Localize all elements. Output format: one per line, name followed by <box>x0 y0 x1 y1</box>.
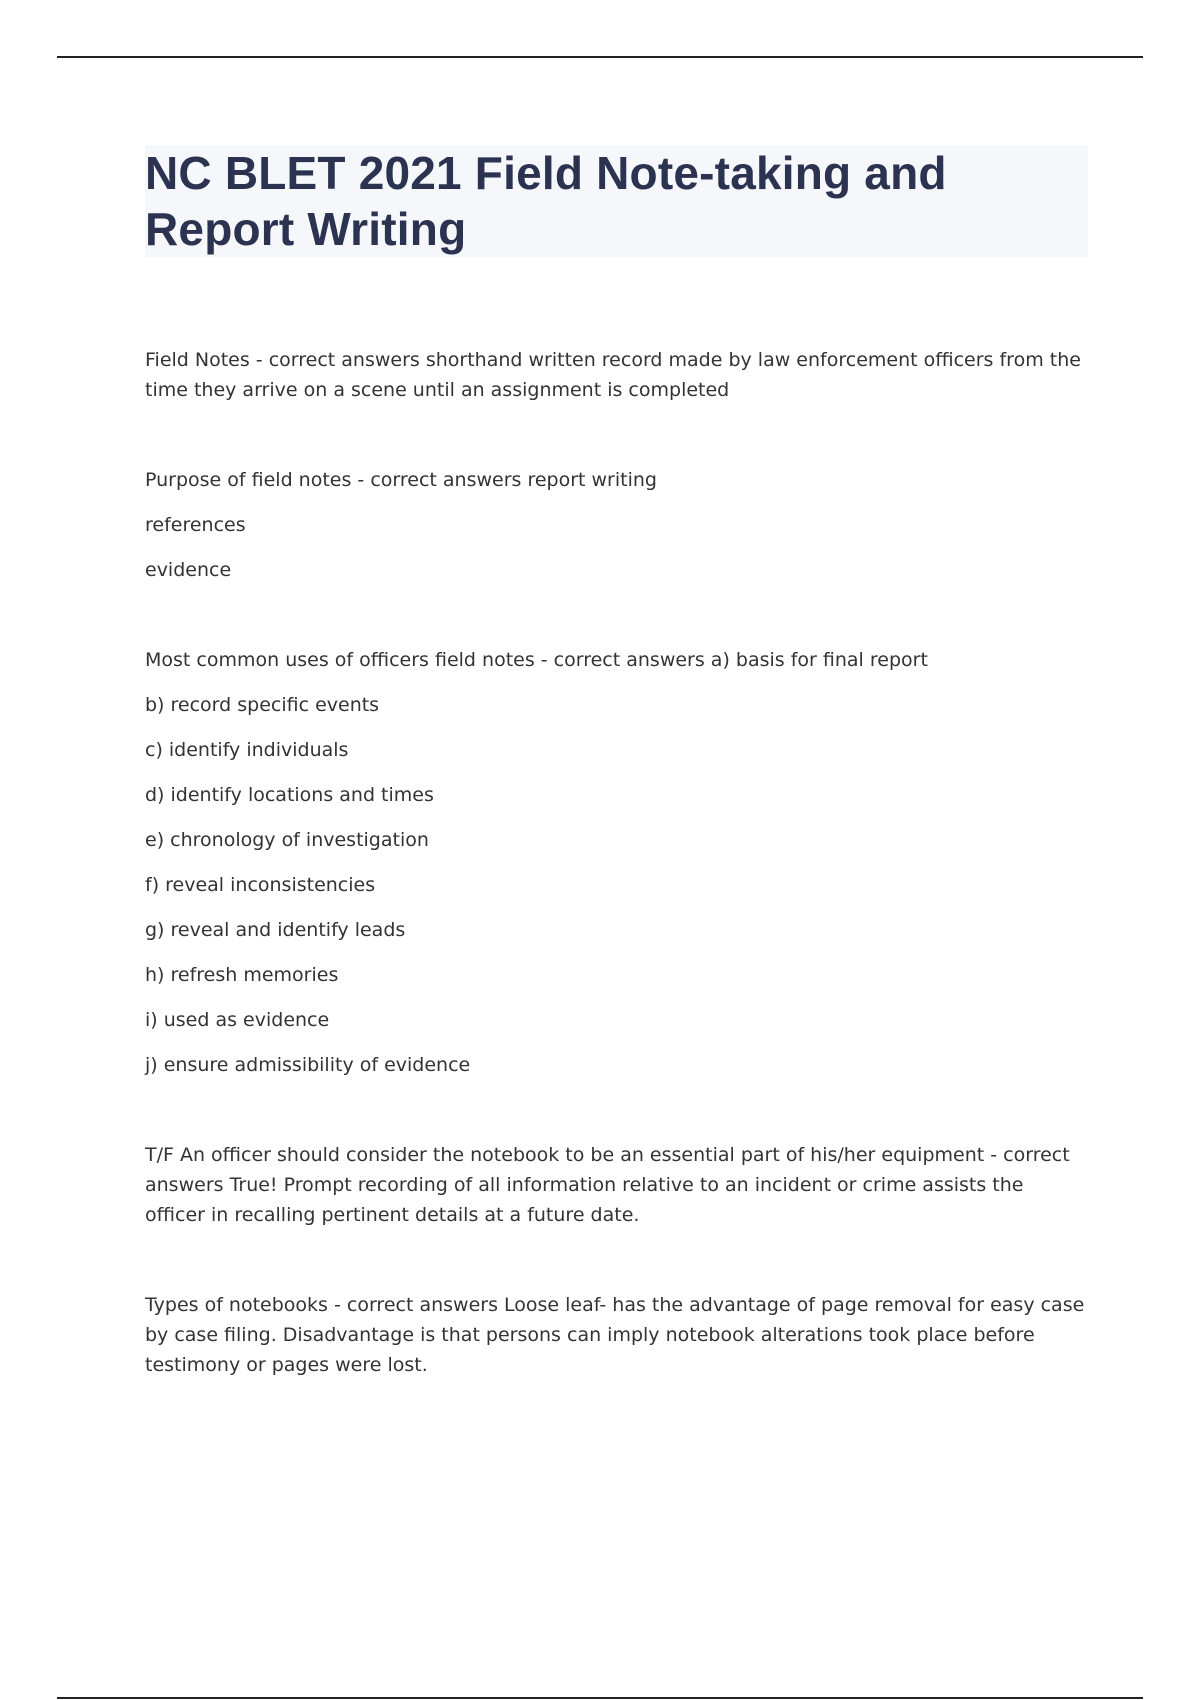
entry-purpose-of-field-notes <box>145 465 1085 585</box>
entry-question: Field Notes - correct answers shorthand written record made by law enforcement officers from the time they arrive on a scene until an assignment is completed <box>145 349 1081 401</box>
entry-question: T/F An officer should consider the notebook to be an essential part of his/her equipment - correct answers True! Prompt recording of all information relative to an incident or crime assists the officer in recalling pertinent details at a future date. <box>145 1144 1070 1226</box>
top-rule <box>57 56 1143 58</box>
title-banner <box>145 145 1088 257</box>
list-item: references <box>145 514 246 536</box>
entry-field-notes <box>145 345 1085 405</box>
document-body <box>145 345 1085 1380</box>
entry-question: Purpose of field notes - correct answers report writing <box>145 469 657 491</box>
list-item: b) record specific events <box>145 694 380 716</box>
entry-question: Types of notebooks - correct answers Loose leaf- has the advantage of page removal for easy case by case filing. Disadvantage is that persons can imply notebook alterations took place before testimony or pages were lost. <box>145 1294 1085 1376</box>
list-item: d) identify locations and times <box>145 784 434 806</box>
list-item: c) identify individuals <box>145 739 349 761</box>
list-item: j) ensure admissibility of evidence <box>145 1054 471 1076</box>
list-item: i) used as evidence <box>145 1009 330 1031</box>
entry-common-uses <box>145 645 1085 1080</box>
list-item: h) refresh memories <box>145 964 339 986</box>
bottom-rule <box>57 1697 1143 1699</box>
list-item: evidence <box>145 559 232 581</box>
entry-types-of-notebooks <box>145 1290 1085 1380</box>
entry-notebook-essential <box>145 1140 1085 1230</box>
entry-question: Most common uses of officers field notes - correct answers a) basis for final report <box>145 649 928 671</box>
list-item: g) reveal and identify leads <box>145 919 406 941</box>
list-item: f) reveal inconsistencies <box>145 874 376 896</box>
list-item: e) chronology of investigation <box>145 829 429 851</box>
document-title: NC BLET 2021 Field Note-taking and Report Writing <box>145 147 947 255</box>
